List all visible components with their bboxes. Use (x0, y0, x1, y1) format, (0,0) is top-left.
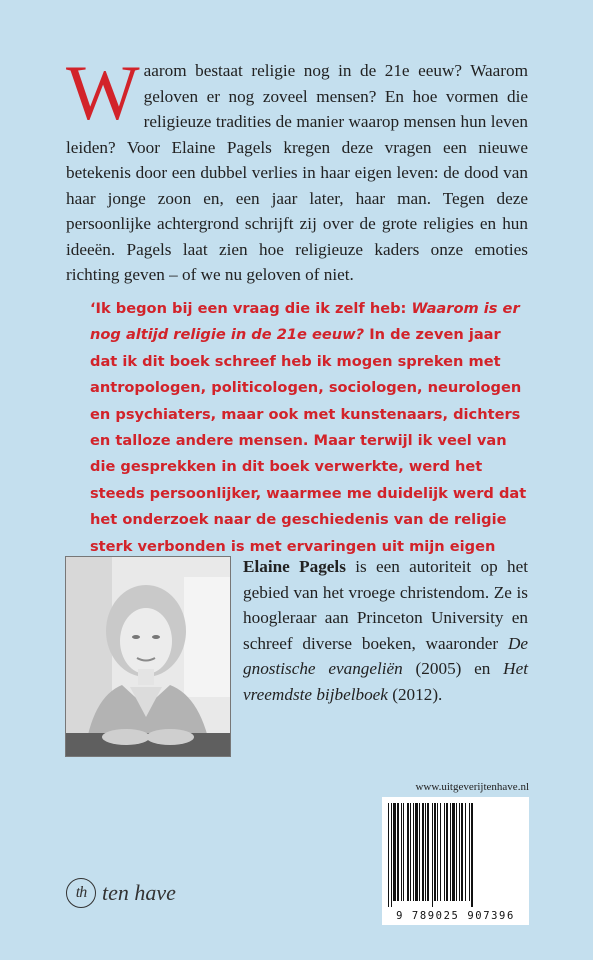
barcode-bar (410, 803, 411, 901)
barcode-bar (388, 803, 389, 907)
book-title-1: De gnostische evangeliën (243, 633, 528, 678)
barcode-bar (461, 803, 463, 901)
barcode-bar (407, 803, 409, 901)
barcode-bar (432, 803, 433, 907)
barcode-bar (422, 803, 424, 901)
barcode-bar (471, 803, 473, 907)
author-bio (243, 554, 528, 707)
intro-paragraph (66, 49, 528, 288)
barcode-bar (401, 803, 402, 901)
bio-text-1: is een autoriteit op het gebied van het vroege christendom. Ze is hoogleraar aan Princeton University en schreef diverse boeken, waaronder (243, 557, 528, 653)
barcode-bar (413, 803, 414, 901)
intro-text: aarom bestaat religie nog in de 21e eeuw? Waarom geloven er nog zoveel mensen? En hoe vormen die religieuze tradities de manier waarop mensen hun leven leiden? Voor Elaine Pagels kregen deze vragen een nieuwe betekenis door een dubbel verlies in haar eigen leven: de dood van haar jonge zoon en, een jaar later, haar man. Tegen deze persoonlijke achtergrond schrijft zij over de grote religies en hun ideeën. Pagels laat zien hoe religieuze kaders onze emoties richting geven – of we nu geloven of niet. (66, 61, 528, 284)
bio-text-2: (2005) en (402, 659, 504, 678)
barcode-bar (446, 803, 448, 901)
bio-text-3: (2012). (387, 684, 443, 704)
barcode-bar (393, 803, 396, 901)
author-portrait-image (66, 557, 230, 756)
barcode-bar (456, 803, 457, 901)
barcode-bar (450, 803, 451, 901)
barcode-bar (440, 803, 441, 901)
barcode-bar (427, 803, 429, 901)
barcode-bar (391, 803, 392, 907)
barcode-bar (397, 803, 399, 901)
quote-italic: Waarom is er nog altijd religie in de 21e eeuw? (90, 300, 520, 344)
barcode-bar (444, 803, 445, 901)
barcode-bar (469, 803, 470, 901)
barcode-bar (425, 803, 426, 901)
barcode-bar (465, 803, 466, 901)
barcode-bars (382, 797, 529, 909)
publisher-logo-mark: th (66, 878, 96, 908)
author-name: Elaine Pagels (243, 557, 346, 576)
barcode-bar (403, 803, 404, 901)
barcode-bar (434, 803, 436, 901)
barcode-bar (459, 803, 460, 901)
isbn-number: 9 789025 907396 (396, 910, 515, 922)
barcode-bar (415, 803, 418, 901)
quote-part-2: In de zeven jaar dat ik dit boek schreef heb ik mogen spreken met antropologen, politicologen, sociologen, neurologen en psychiaters, maar ook met kunstenaars, dichters en talloze andere mensen. Maar terwijl ik veel van die gesprekken in dit boek verwerkte, werd het steeds persoonlijker, waarmee me duidelijk werd dat het onderzoek naar de geschiedenis van de religie sterk verbonden is met ervaringen uit mijn eigen (90, 326, 527, 555)
publisher-logo (66, 873, 176, 913)
barcode (382, 797, 529, 925)
drop-cap: W (66, 49, 140, 136)
barcode-bar (437, 803, 438, 901)
author-quote (90, 296, 530, 586)
quote-part-1: ‘Ik begon bij een vraag die ik zelf heb: (90, 300, 412, 317)
publisher-logo-text: ten have (102, 880, 176, 905)
author-photo (65, 556, 231, 757)
publisher-url[interactable]: www.uitgeverijtenhave.nl (415, 781, 529, 793)
barcode-bar (452, 803, 455, 901)
book-title-2: Het vreemdste bijbelboek (243, 659, 528, 704)
barcode-bar (419, 803, 420, 901)
